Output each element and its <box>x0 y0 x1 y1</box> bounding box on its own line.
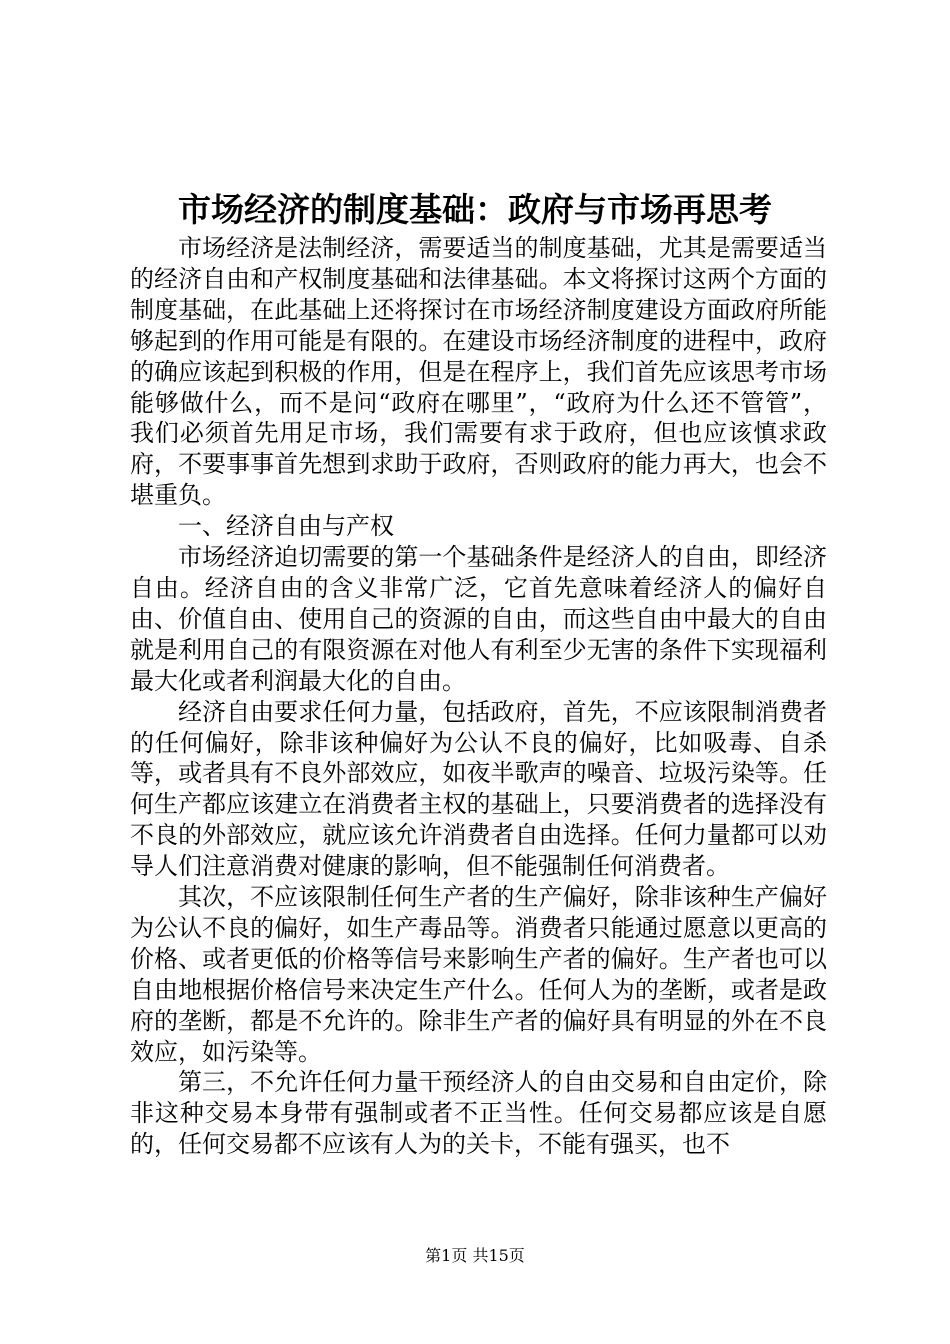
section-heading: 一、经济自由与产权 <box>178 512 394 541</box>
document-title: 市场经济的制度基础：政府与市场再思考 <box>178 190 772 229</box>
page-footer <box>0 1244 950 1268</box>
document-body <box>130 233 827 1160</box>
paragraph-consumer-freedom: 经济自由要求任何力量，包括政府，首先，不应该限制消费者的任何偏好，除非该种偏好为公认不良的偏好，比如吸毒、自杀等，或者具有不良外部效应，如夜半歌声的噪音、垃圾污染等。任何生产都应该建立在消费者主权的基础上，只要消费者的选择没有不良的外部效应，就应该允许消费者自由选择。任何力量都可以劝导人们注意消费对健康的影响，但不能强制任何消费者。 <box>130 697 827 881</box>
paragraph-intro: 市场经济是法制经济，需要适当的制度基础，尤其是需要适当的经济自由和产权制度基础和法律基础。本文将探讨这两个方面的制度基础，在此基础上还将探讨在市场经济制度建设方面政府所能够起到的作用可能是有限的。在建设市场经济制度的进程中，政府的确应该起到积极的作用，但是在程序上，我们首先应该思考市场能够做什么，而不是问“政府在哪里”，“政府为什么还不管管”，我们必须首先用足市场，我们需要有求于政府，但也应该慎求政府，不要事事首先想到求助于政府，否则政府的能力再大，也会不堪重负。 <box>130 234 827 510</box>
page-number: 第1页 共15页 <box>425 1246 525 1265</box>
paragraph-free-trade: 第三，不允许任何力量干预经济人的自由交易和自由定价，除非这种交易本身带有强制或者不正当性。任何交易都应该是自愿的，任何交易都不应该有人为的关卡，不能有强买，也不 <box>130 1068 827 1159</box>
paragraph-economic-freedom: 市场经济迫切需要的第一个基础条件是经济人的自由，即经济自由。经济自由的含义非常广泛，它首先意味着经济人的偏好自由、价值自由、使用自己的资源的自由，而这些自由中最大的自由就是利用自己的有限资源在对他人有利至少无害的条件下实现福利最大化或者利润最大化的自由。 <box>130 543 827 695</box>
paragraph-producer-freedom: 其次，不应该限制任何生产者的生产偏好，除非该种生产偏好为公认不良的偏好，如生产毒品等。消费者只能通过愿意以更高的价格、或者更低的价格等信号来影响生产者的偏好。生产者也可以自由地根据价格信号来决定生产什么。任何人为的垄断，或者是政府的垄断，都是不允许的。除非生产者的偏好具有明显的外在不良效应，如污染等。 <box>130 883 827 1066</box>
